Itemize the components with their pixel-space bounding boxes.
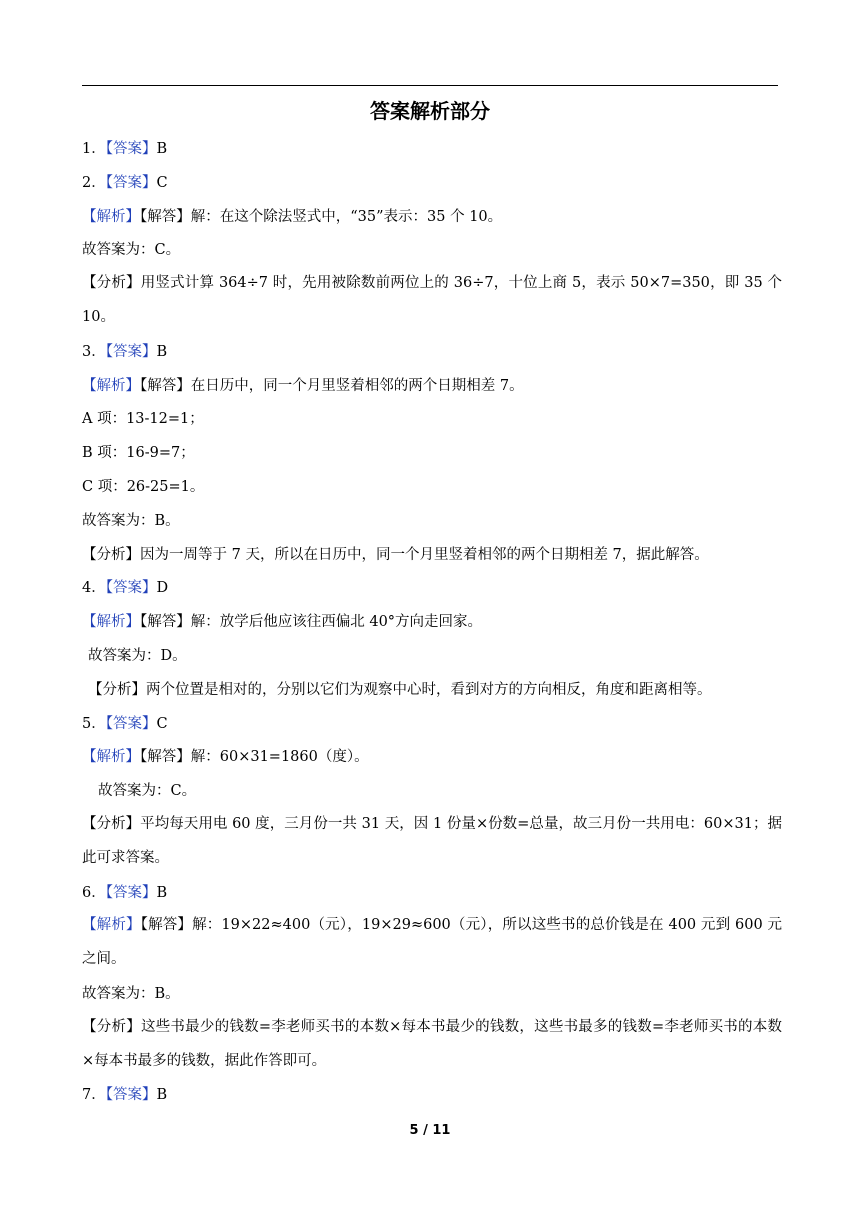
- q4-solution: 解：放学后他应该往西偏北 40°方向走回家。: [190, 614, 483, 631]
- q1-answer-line: [82, 137, 782, 171]
- q3-item-b: B 项：16-9=7；: [82, 445, 195, 462]
- q5-answer: C: [156, 715, 168, 732]
- q2-analysis-line: [82, 205, 782, 239]
- fenxi-tag: 【分析】: [82, 1018, 141, 1035]
- q4-analysis-line: [82, 610, 782, 644]
- q7-answer-line: [82, 1083, 782, 1117]
- page-number: 5 / 11: [409, 1123, 451, 1138]
- analysis-tag: 【解析】: [82, 749, 140, 766]
- answer-content: [82, 137, 782, 1117]
- q3-item-c: C 项：26-25=1。: [82, 478, 205, 495]
- q1-number: 1．: [82, 141, 106, 157]
- q3-solution: 在日历中，同一个月里竖着相邻的两个日期相差 7。: [190, 377, 524, 394]
- header-rule: [82, 85, 778, 86]
- q5-solution: 解：60×31=1860（度）。: [190, 749, 369, 766]
- solution-tag: 【解答】: [140, 749, 191, 766]
- q1-answer: B: [156, 141, 168, 157]
- fenxi-tag: 【分析】: [88, 681, 146, 698]
- q4-fenxi-line: [82, 678, 782, 712]
- q4-answer: D: [156, 580, 169, 597]
- q6-number: 6．: [82, 884, 106, 901]
- solution-tag: 【解答】: [140, 917, 193, 934]
- answer-tag: 【答案】: [105, 884, 157, 901]
- q3-answer: B: [156, 343, 168, 360]
- analysis-tag: 【解析】: [82, 377, 140, 394]
- q2-fenxi-line: [82, 267, 782, 335]
- q5-fenxi-line: [82, 808, 782, 876]
- q4-answer-line: [82, 576, 782, 610]
- analysis-tag: 【解析】: [82, 208, 140, 225]
- q5-number: 5．: [82, 715, 106, 732]
- q5-fenxi: 平均每天用电 60 度，三月份一共 31 天，因 1 份量×份数=总量，故三月份一共用电：60×31；据此可求答案。: [82, 815, 782, 866]
- fenxi-tag: 【分析】: [82, 275, 141, 292]
- fenxi-tag: 【分析】: [82, 546, 140, 563]
- analysis-tag: 【解析】: [82, 917, 141, 934]
- q5-conclusion: 故答案为：C。: [98, 783, 197, 800]
- solution-tag: 【解答】: [140, 377, 191, 394]
- q4-conclusion: 故答案为：D。: [88, 647, 187, 664]
- q2-solution: 解：在这个除法竖式中，“35”表示：35 个 10。: [190, 208, 503, 225]
- q2-number: 2．: [82, 174, 106, 191]
- q6-answer: B: [156, 884, 168, 901]
- q3-conclusion: 故答案为：B。: [82, 512, 180, 529]
- q2-conclusion: 故答案为：C。: [82, 242, 181, 259]
- q6-analysis-line: [82, 909, 782, 977]
- q3-analysis-line: [82, 374, 782, 408]
- solution-tag: 【解答】: [140, 614, 191, 631]
- answer-tag: 【答案】: [105, 141, 157, 157]
- q3-fenxi-line: [82, 543, 782, 577]
- q3-answer-line: [82, 340, 782, 374]
- q6-conclusion: 故答案为：B。: [82, 985, 180, 1002]
- q2-answer-line: [82, 171, 782, 205]
- q2-answer: C: [156, 174, 168, 191]
- q5-answer-line: [82, 712, 782, 746]
- q6-fenxi-line: [82, 1011, 782, 1079]
- answer-tag: 【答案】: [105, 343, 157, 360]
- q7-answer: B: [156, 1087, 168, 1104]
- answer-tag: 【答案】: [105, 715, 157, 732]
- q6-solution: 解：19×22≈400（元），19×29≈600（元），所以这些书的总价钱是在 400 元到 600 元之间。: [82, 917, 782, 968]
- q3-item-a: A 项：13-12=1；: [82, 411, 204, 428]
- answer-tag: 【答案】: [105, 580, 157, 597]
- q7-number: 7．: [82, 1087, 106, 1104]
- q2-fenxi: 用竖式计算 364÷7 时，先用被除数前两位上的 36÷7，十位上商 5，表示 50×7=350，即 35 个 10。: [82, 275, 782, 325]
- answer-tag: 【答案】: [105, 174, 157, 191]
- q3-fenxi: 因为一周等于 7 天，所以在日历中，同一个月里竖着相邻的两个日期相差 7，据此解答。: [140, 546, 709, 563]
- q3-number: 3．: [82, 343, 106, 360]
- solution-tag: 【解答】: [140, 208, 191, 225]
- page-title: 答案解析部分: [370, 99, 490, 123]
- q6-fenxi: 这些书最少的钱数=李老师买书的本数×每本书最少的钱数，这些书最多的钱数=李老师买书的本数×每本书最多的钱数，据此作答即可。: [82, 1018, 783, 1069]
- answer-tag: 【答案】: [105, 1087, 157, 1104]
- q4-fenxi: 两个位置是相对的，分别以它们为观察中心时，看到对方的方向相反，角度和距离相等。: [146, 681, 712, 698]
- analysis-tag: 【解析】: [82, 614, 140, 631]
- fenxi-tag: 【分析】: [82, 815, 141, 832]
- q5-analysis-line: [82, 745, 782, 779]
- q4-number: 4．: [82, 580, 106, 597]
